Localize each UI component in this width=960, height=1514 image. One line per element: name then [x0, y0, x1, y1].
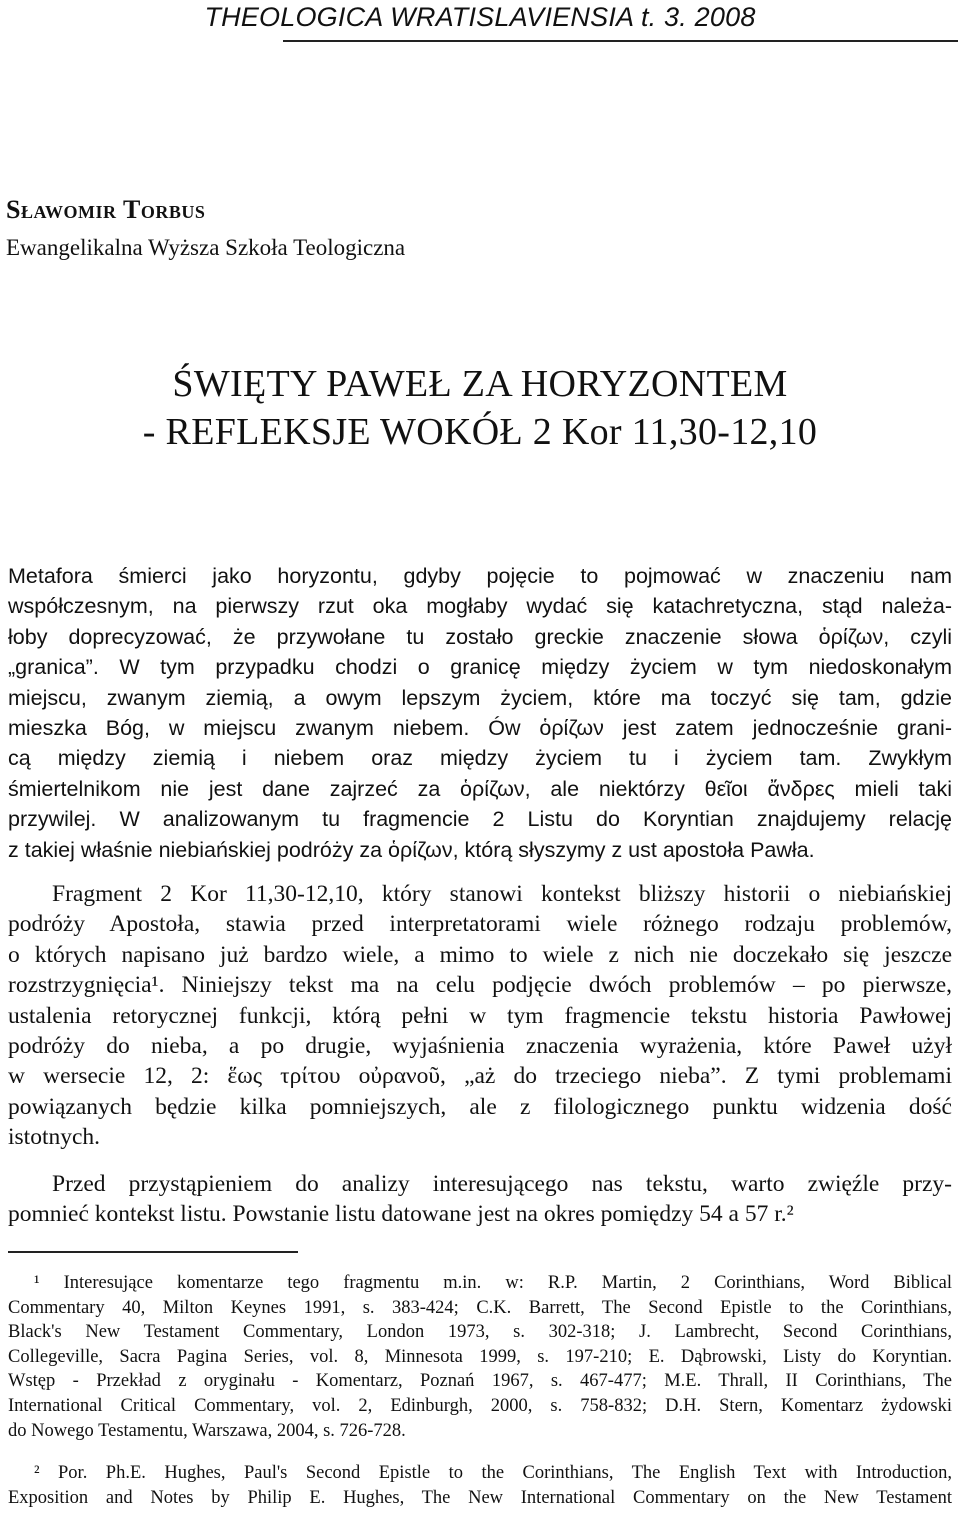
text-line: „granica”. W tym przypadku chodzi o granicę między życiem w tym niedoskonałym — [8, 655, 952, 680]
footnote-line: International Critical Commentary, vol. 2, Edinburgh, 2000, s. 758-832; D.H. Stern, Komentarz żydowski — [8, 1395, 952, 1416]
running-head: THEOLOGICA WRATISLAVIENSIA t. 3. 2008 — [204, 2, 756, 32]
text-line: w wersecie 12, 2: ἕως τρίτου οὐρανοῦ, „aż do trzeciego nieba”. Z tymi problemami — [8, 1063, 952, 1090]
text-line: Przed przystąpieniem do analizy interesującego nas tekstu, warto zwięźle przy- — [52, 1171, 952, 1197]
article-title-line: ŚWIĘTY PAWEŁ ZA HORYZONTEM — [172, 363, 788, 405]
footnote-line: ¹ Interesujące komentarze tego fragmentu m.in. w: R.P. Martin, 2 Corinthians, Word Biblical — [34, 1273, 952, 1293]
author-affiliation: Ewangelikalna Wyższa Szkoła Teologiczna — [6, 235, 406, 260]
footnote-line: ² Por. Ph.E. Hughes, Paul's Second Epistle to the Corinthians, The English Text with Introduction, — [34, 1463, 952, 1483]
text-line: współczesnym, na pierwszy rzut oka mogłaby wydać się katachretyczna, stąd należa- — [8, 594, 952, 619]
text-line: Metafora śmierci jako horyzontu, gdyby pojęcie to pojmować w znaczeniu nam — [8, 564, 952, 588]
article-title-line: - REFLEKSJE WOKÓŁ 2 Kor 11,30-12,10 — [142, 411, 818, 453]
paragraph-1 — [8, 561, 952, 865]
text-line: śmiertelnikom nie jest dane zajrzeć za ὁρίζων, ale niektórzy θεῖοι ἄνδρες mieli taki — [8, 776, 952, 801]
footnote-line: Collegeville, Sacra Pagina Series, vol. 8, Minnesota 1999, s. 197-210; E. Dąbrowski, Listy do Koryntian. — [8, 1346, 952, 1367]
author-name: Sławomir Torbus — [6, 195, 206, 224]
text-line: o których napisano już bardzo wiele, a mimo to wiele z nich nie doczekało się jeszcze — [8, 941, 952, 968]
footnote-rule — [8, 1251, 298, 1253]
paragraph-2 — [8, 879, 952, 1153]
footnote-line: Wstęp - Przekład z oryginału - Komentarz, Poznań 1967, s. 467-477; M.E. Thrall, II Corinthians, The — [8, 1371, 952, 1392]
text-line: rozstrzygnięcia¹. Niniejszy tekst ma na celu podjęcie dwóch problemów – po pierwsze, — [8, 972, 952, 999]
footnote-line: Commentary 40, Milton Keynes 1991, s. 383-424; C.K. Barrett, The Second Epistle to the Corinthians, — [8, 1297, 952, 1318]
text-line: z takiej właśnie niebiańskiej podróży za ὁρίζων, którą słyszymy z ust apostoła Pawła. — [8, 837, 815, 862]
running-head-rule — [283, 40, 958, 42]
text-line: istotnych. — [8, 1124, 101, 1151]
text-line: Fragment 2 Kor 11,30-12,10, który stanowi kontekst bliższy historii o niebiańskiej — [52, 881, 952, 907]
text-line: łoby doprecyzować, że przywołane tu zostało greckie znaczenie słowa ὁρίζων, czyli — [8, 624, 952, 649]
footnote-1 — [8, 1271, 952, 1443]
text-line: powiązanych będzie kilka pomniejszych, ale z filologicznego punktu widzenia dość — [8, 1093, 952, 1120]
text-line: cą między ziemią i niebem oraz między życiem tu i życiem tam. Zwykłym — [8, 746, 952, 771]
footnote-line: Black's New Testament Commentary, London 1973, s. 302-318; J. Lambrecht, Second Corinthians, — [8, 1322, 952, 1343]
paragraph-3 — [8, 1169, 952, 1230]
text-line: ustalenia retorycznej funkcji, którą pełni w tym fragmencie tekstu historia Pawłowej — [8, 1002, 952, 1029]
text-line: podróży Apostoła, stawia przed interpretatorami wiele różnego rodzaju problemów, — [8, 911, 952, 938]
text-line: miejscu, zwanym ziemią, a owym lepszym życiem, które ma toczyć się tam, gdzie — [8, 685, 952, 710]
text-line: podróży do nieba, a po drugie, wyjaśnienia znaczenia wyrażenia, które Paweł użył — [8, 1032, 952, 1059]
text-line: pomnieć kontekst listu. Powstanie listu datowane jest na okres pomiędzy 54 a 57 r.² — [8, 1201, 794, 1228]
footnote-2 — [8, 1461, 952, 1510]
text-line: mieszka Bóg, w miejscu zwanym niebem. Ów ὁρίζων jest zatem jednocześnie grani- — [8, 715, 952, 740]
footnote-line: Exposition and Notes by Philip E. Hughes, The New International Commentary on the New Testament — [8, 1487, 952, 1508]
text-line: przywilej. W analizowanym tu fragmencie 2 Listu do Koryntian znajdujemy relację — [8, 807, 952, 832]
footnote-line: do Nowego Testamentu, Warszawa, 2004, s. 726-728. — [8, 1420, 406, 1441]
